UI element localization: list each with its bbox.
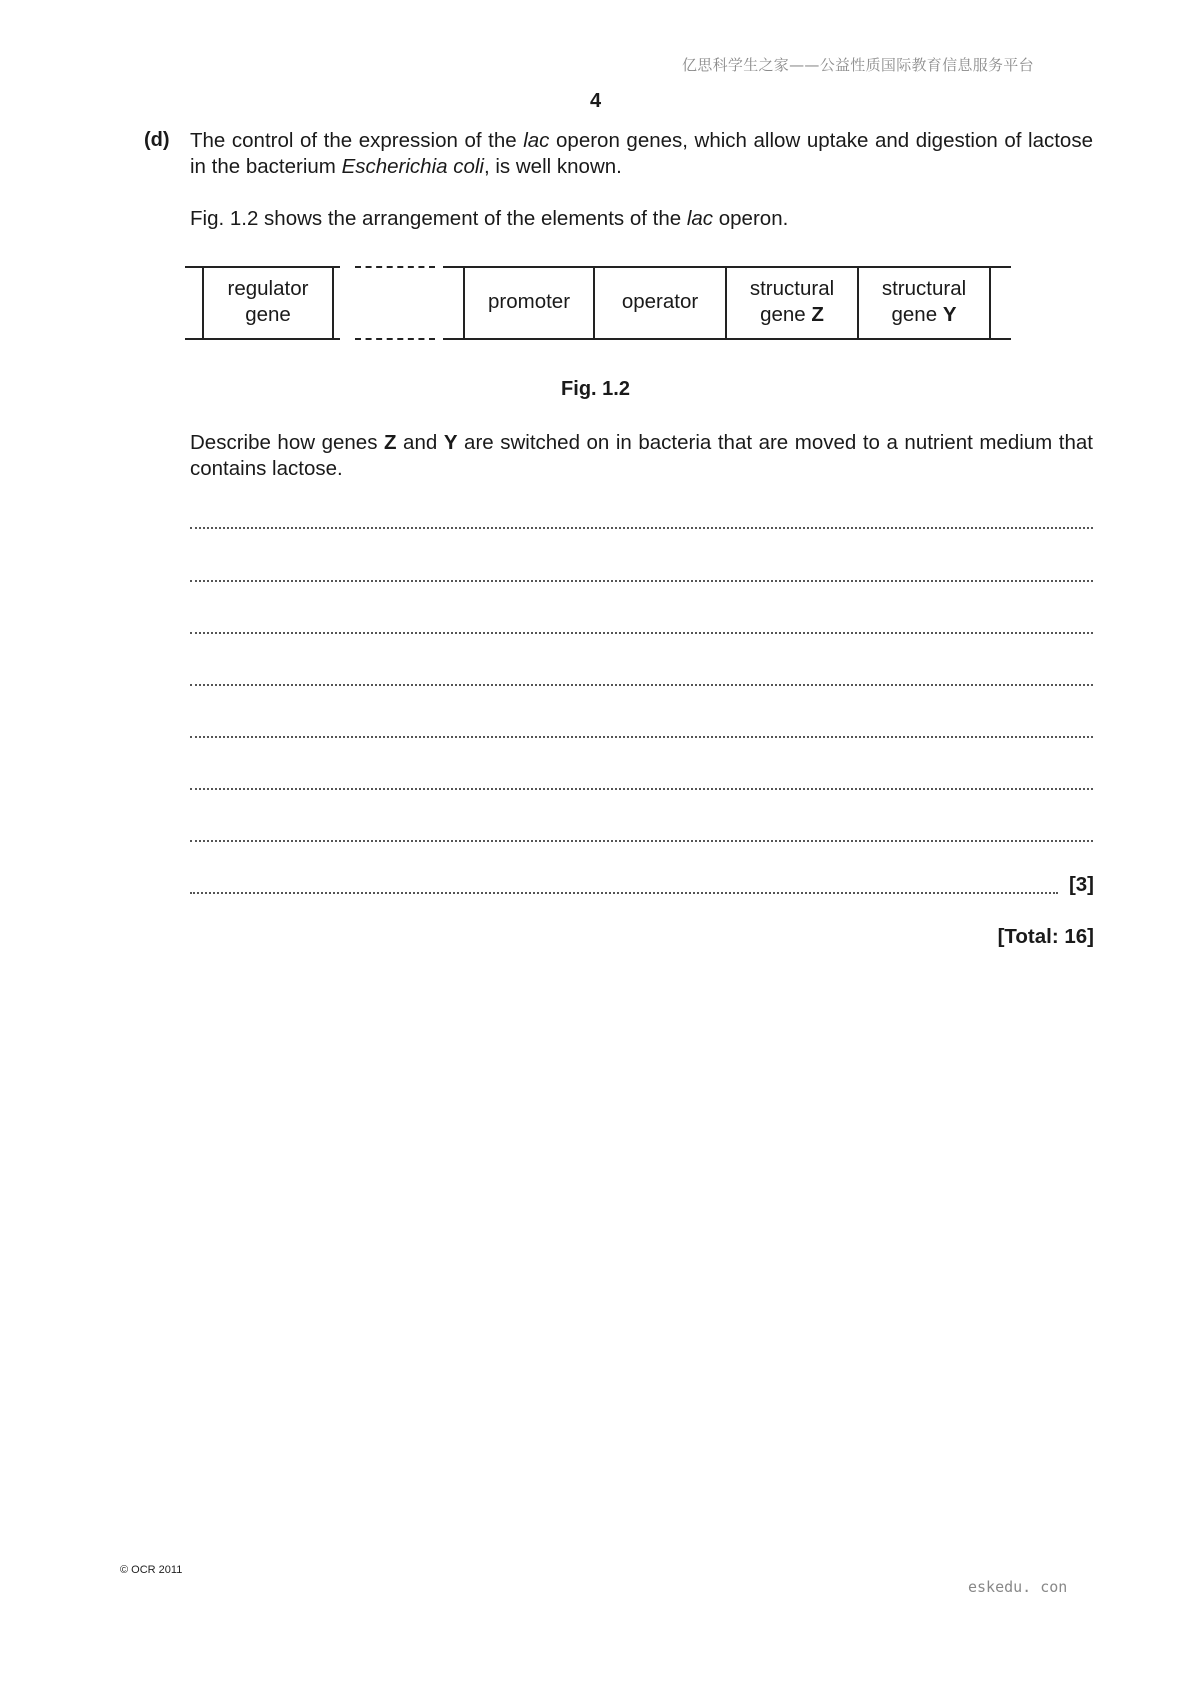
header-watermark: 亿思科学生之家——公益性质国际教育信息服务平台	[682, 56, 1034, 74]
question-task	[190, 430, 1093, 482]
marks-label: [3]	[1064, 873, 1094, 897]
answer-line-2[interactable]	[190, 580, 1093, 582]
answer-line-6[interactable]	[190, 788, 1093, 790]
dna-bottom-left	[185, 338, 340, 340]
structural-y-label-1: structural	[881, 277, 967, 300]
task-text-1: Describe how genes	[190, 431, 384, 454]
answer-line-5[interactable]	[190, 736, 1093, 738]
promoter-label: promoter	[487, 290, 571, 313]
question-label: (d)	[144, 129, 170, 151]
answer-line-4[interactable]	[190, 684, 1093, 686]
intro-text-2: operon genes, which allow uptake and digestion of lactose in the bacterium	[190, 129, 1093, 178]
promoter-box	[463, 266, 595, 338]
question-intro	[190, 128, 1093, 180]
copyright-notice: © OCR 2011	[120, 1564, 183, 1576]
task-bold-z: Z	[383, 431, 397, 454]
structural-y-letter: Y	[942, 303, 957, 326]
lac-operon-diagram	[185, 262, 1011, 342]
task-bold-y: Y	[443, 431, 458, 454]
structural-y-label-2: gene	[891, 303, 943, 326]
answer-line-7[interactable]	[190, 840, 1093, 842]
operator-box	[595, 266, 727, 338]
structural-gene-z-box	[727, 266, 859, 338]
regulator-label-1: regulator	[227, 277, 309, 300]
structural-gene-y-box	[859, 266, 991, 338]
structural-z-letter: Z	[811, 303, 824, 326]
regulator-gene-box	[202, 266, 334, 338]
structural-z-label-1: structural	[749, 277, 835, 300]
dna-bottom-gap	[355, 338, 435, 340]
intro-italic-ecoli: Escherichia coli	[341, 155, 484, 178]
intro-text-1: The control of the expression of the	[190, 129, 524, 152]
answer-line-3[interactable]	[190, 632, 1093, 634]
figure-reference	[190, 206, 1093, 232]
regulator-label-2: gene	[245, 303, 291, 326]
page-number: 4	[589, 90, 602, 112]
figure-caption: Fig. 1.2	[561, 378, 630, 400]
answer-line-1[interactable]	[190, 527, 1093, 529]
figref-text-1: Fig. 1.2 shows the arrangement of the elements of the	[190, 207, 687, 230]
intro-italic-lac: lac	[523, 129, 550, 152]
answer-line-8[interactable]	[190, 892, 1058, 894]
dna-top-gap	[355, 266, 435, 268]
task-text-3: are switched on in bacteria that are moved to a nutrient medium that contains lactose.	[190, 431, 1093, 480]
intro-text-3: , is well known.	[483, 155, 622, 178]
structural-z-label-2: gene	[760, 303, 812, 326]
task-text-2: and	[396, 431, 444, 454]
figref-text-2: operon.	[713, 207, 789, 230]
operator-label: operator	[621, 290, 699, 313]
footer-watermark: eskedu. con	[968, 1578, 1068, 1596]
figref-italic-lac: lac	[686, 207, 714, 230]
total-marks: [Total: 16]	[997, 925, 1094, 948]
dna-bottom-right	[443, 338, 1011, 340]
